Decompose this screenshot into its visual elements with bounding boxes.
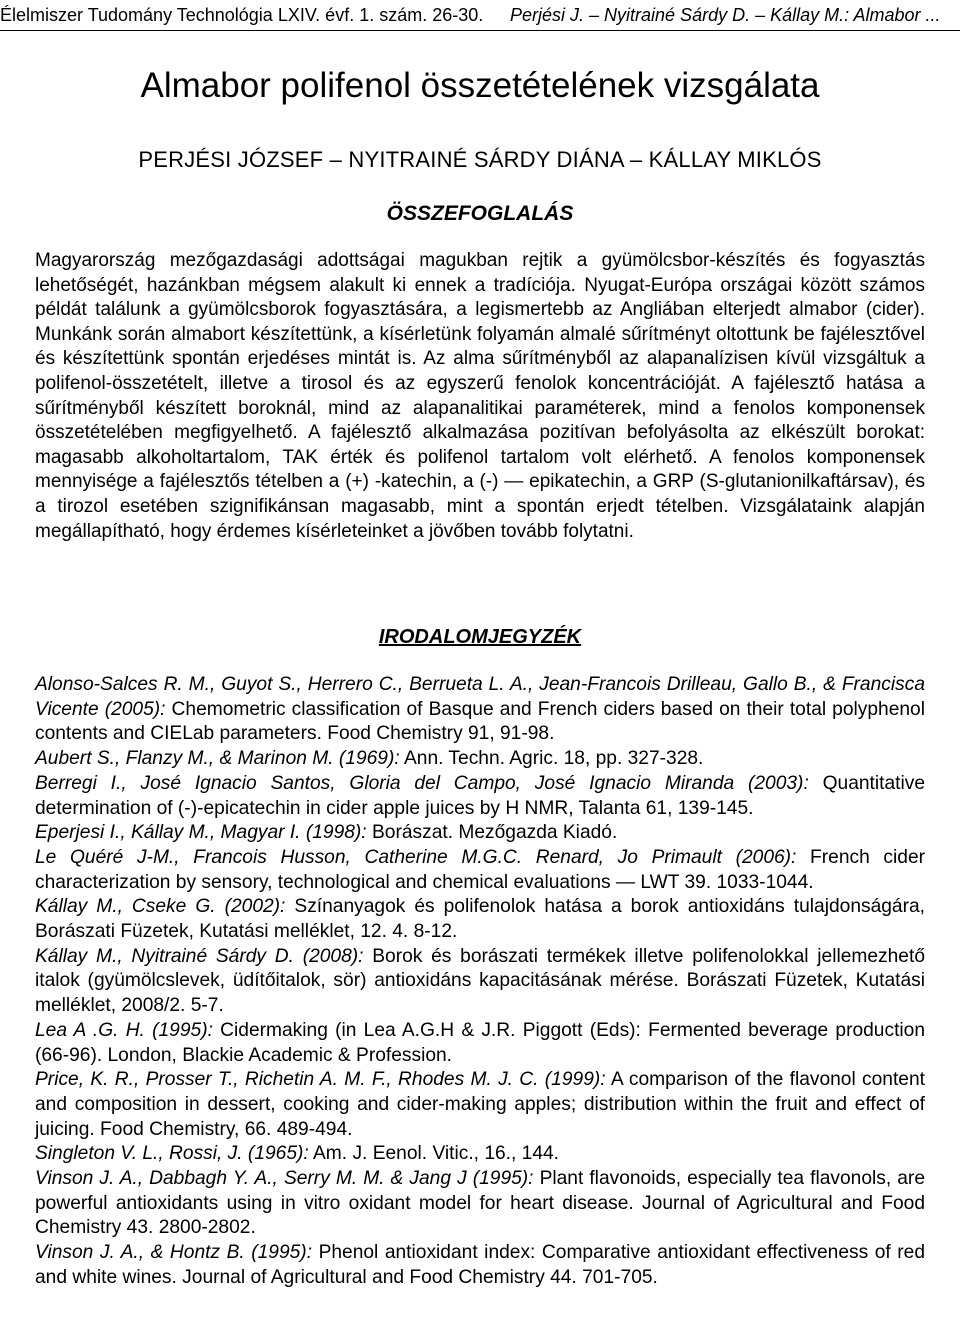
reference-author: Price, K. R., Prosser T., Richetin A. M. F., Rhodes M. J. C. (1999): (35, 1069, 606, 1091)
reference-author: Alonso-Salces R. M., Guyot S., Herrero C., Berrueta L. A., Jean-Francois Drilleau, Gallo B., & Francisca Vicente (2005): (35, 674, 925, 720)
reference-body: Borászat. Mezőgazda Kiadó. (366, 822, 618, 844)
reference-author: Kállay M., Nyitrainé Sárdy D. (2008): (35, 945, 364, 967)
journal-citation: Élelmiszer Tudomány Technológia LXIV. évf. 1. szám. 26-30. (0, 5, 484, 25)
reference-item (35, 1068, 925, 1142)
reference-body: Am. J. Eenol. Vitic., 16., 144. (308, 1143, 560, 1165)
reference-body: Phenol antioxidant index: Comparative antioxidant effectiveness of red and white wines. Journal of Agricultural and Food Chemistry 44. 701-705. (35, 1242, 925, 1288)
running-authors: Perjési J. – Nyitrainé Sárdy D. – Kállay M.: Almabor ... (510, 5, 941, 25)
running-header (0, 4, 960, 28)
reference-item (35, 821, 925, 846)
reference-item (35, 747, 925, 772)
reference-item (35, 772, 925, 821)
reference-body: Chemometric classification of Basque and French ciders based on their total polyphenol contents and CIELab parameters. Food Chemistry 91, 91-98. (35, 698, 925, 745)
reference-body: Ann. Techn. Agric. 18, pp. 327-328. (399, 748, 704, 770)
reference-body: Borok és borászati termékek illetve polifenolokkal jellemezhető italok (gyümölcslevek, üdítőitalok, sör) antioxidáns kapacitásának mérése. Borászati Füzetek, Kutatási melléklet, 2008/2. 5-7. (35, 945, 925, 1017)
reference-item (35, 1241, 925, 1290)
reference-author: Berregi I., José Ignacio Santos, Gloria del Campo, José Ignacio Miranda (2003): (35, 772, 809, 794)
reference-item (35, 1019, 925, 1068)
reference-body: A comparison of the flavonol content and composition in dessert, cooking and cider-making apples; distribution within the fruit and effect of juicing. Food Chemistry, 66. 489-494. (35, 1069, 925, 1140)
reference-author: Kállay M., Cseke G. (2002): (35, 896, 286, 918)
author-list: PERJÉSI JÓZSEF – NYITRAINÉ SÁRDY DIÁNA – KÁLLAY MIKLÓS (138, 147, 822, 172)
reference-item (35, 895, 925, 944)
reference-body: French cider characterization by sensory, technological and chemical evaluations — LWT 39. 1033-1044. (35, 846, 926, 893)
reference-author: Vinson J. A., & Hontz B. (1995): (35, 1242, 313, 1264)
reference-author: Le Quéré J-M., Francois Husson, Catherine M.G.C. Renard, Jo Primault (2006): (35, 846, 797, 868)
reference-body: Plant flavonoids, especially tea flavonols, are powerful antioxidants using in vitro oxidant model for heart disease. Journal of Agricultural and Food Chemistry 43. 2800-2802. (35, 1168, 925, 1239)
article-title: Almabor polifenol összetételének vizsgálata (140, 66, 820, 105)
references-heading: IRODALOMJEGYZÉK (378, 626, 582, 648)
reference-author: Aubert S., Flanzy M., & Marinon M. (1969): (35, 748, 400, 770)
reference-item (35, 945, 925, 1019)
header-rule (0, 30, 960, 31)
reference-body: Cidermaking (in Lea A.G.H & J.R. Piggott (Eds): Fermented beverage production (66-96). London, Blackie Academic & Profession. (35, 1019, 926, 1066)
abstract-text: Magyarország mezőgazdasági adottságai magukban rejtik a gyümölcsbor-készítés és fogyasztás lehetőségét, hazánkban mégsem alakult ki ennek a tradíciója. Nyugat-Európa országai között számos példát találunk a gyümölcsborok fogyasztására, a legismertebb az Angliában elterjedt almabor (cider). Munkánk során almabort készítettünk, a kísérletünk folyamán almalé sűrítményt oltottunk be fajélesztővel és készítettünk spontán erjedéses mintát is. Az alma sűrítményből az alapanalízisen kívül vizsgáltuk a polifenol-összetételt, illetve a tirosol és az egyszerű fenolok koncentrációját. A fajélesztő hatása a sűrítményből készített boroknál, mind az alapanalitikai paraméterek, mind a fenolos komponensek összetételében megfigyelhető. A fajélesztő alkalmazása pozitívan befolyásolta az elkészült borokat: magasabb alkoholtartalom, TAK érték és polifenol tartalom volt elérhető. A fenolos komponensek mennyisége a fajélesztős tételben a (+) -katechin, a (-) — epikatechin, a GRP (S-glutanionilkaftársav), és a tirozol esetében szignifikánsan magasabb, mint a spontán erjedt tételben. Vizsgálataink alapján megállapítható, hogy érdemes kísérleteinket a jövőben tovább folytatni. (35, 250, 925, 542)
reference-body: Quantitative determination of (-)-epicatechin in cider apple juices by H NMR, Talanta 61, 139-145. (35, 772, 925, 819)
reference-item (35, 1142, 925, 1167)
reference-item (35, 673, 925, 747)
reference-author: Eperjesi I., Kállay M., Magyar I. (1998): (35, 822, 367, 844)
reference-body: Színanyagok és polifenolok hatása a borok antioxidáns tulajdonságára, Borászati Füzetek, Kutatási melléklet, 12. 4. 8-12. (35, 896, 925, 943)
reference-item (35, 846, 925, 895)
reference-list (35, 673, 925, 1291)
abstract-heading: ÖSSZEFOGLALÁS (386, 202, 574, 225)
reference-author: Singleton V. L., Rossi, J. (1965): (35, 1143, 309, 1165)
reference-author: Lea A .G. H. (1995): (35, 1019, 213, 1041)
reference-author: Vinson J. A., Dabbagh Y. A., Serry M. M. & Jang J (1995): (35, 1168, 534, 1190)
reference-item (35, 1167, 925, 1241)
